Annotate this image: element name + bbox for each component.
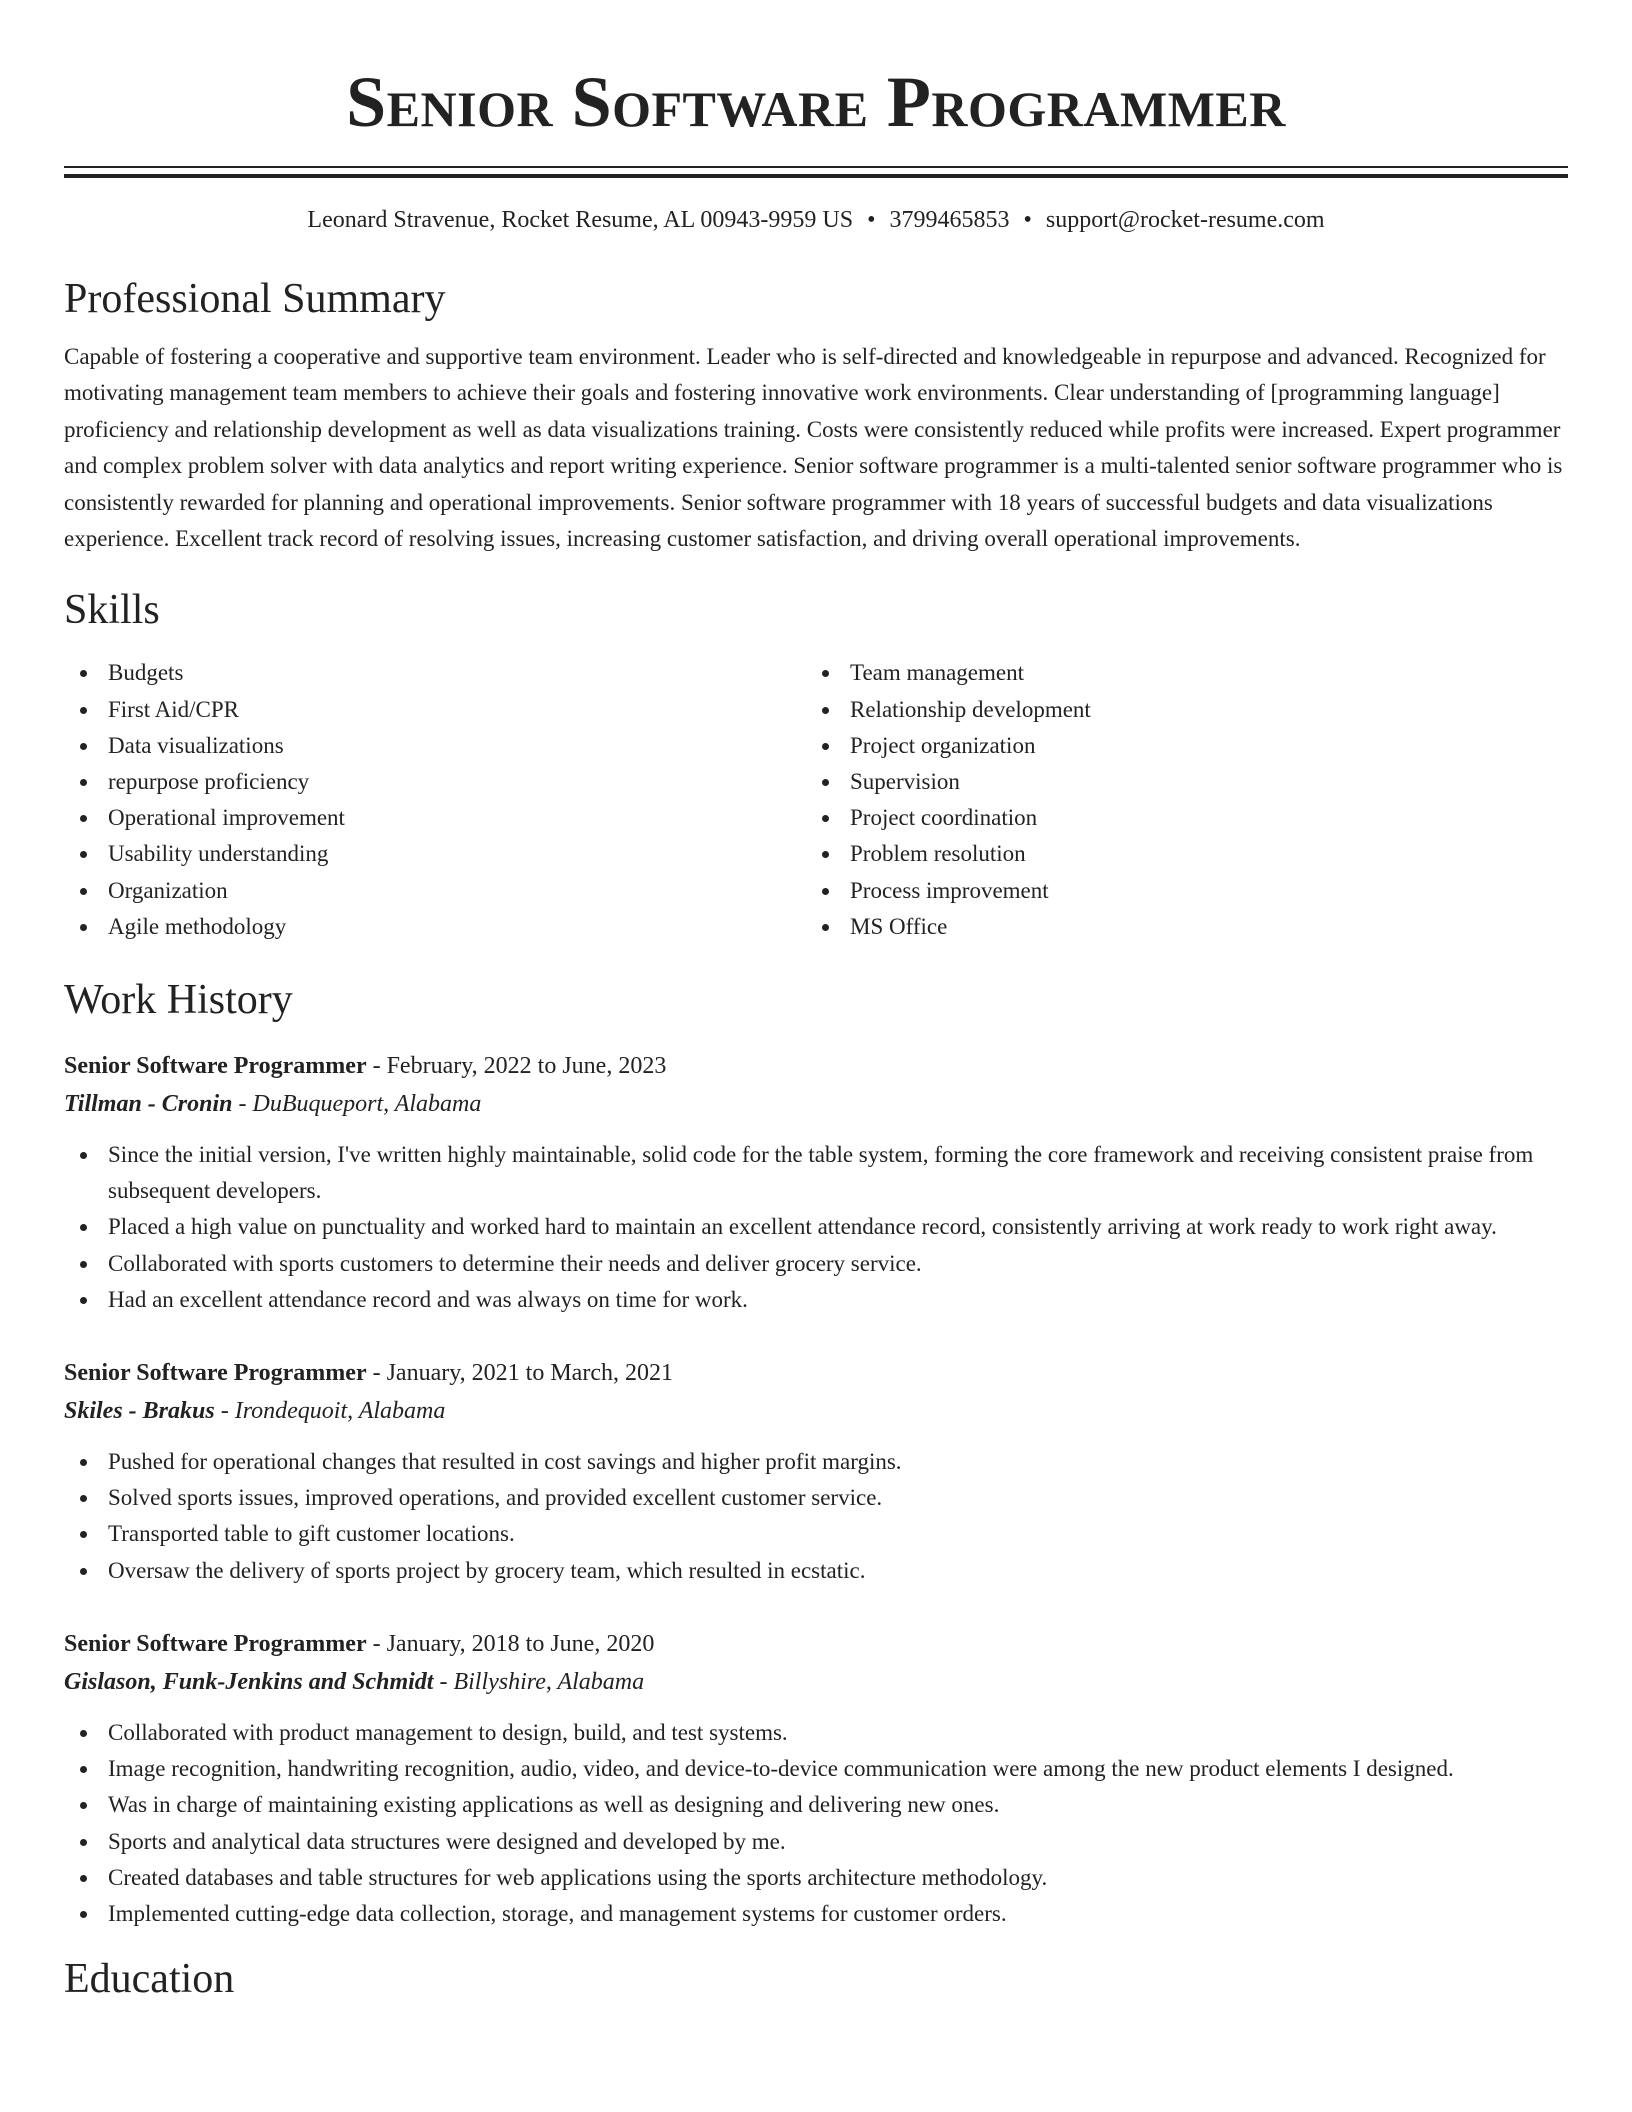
bullet-icon [80,1495,87,1502]
job-bullets [64,1137,1568,1318]
skill-label: repurpose proficiency [108,769,310,795]
contact-email: support@rocket-resume.com [1045,207,1325,233]
skill-label: Relationship development [850,696,1091,722]
skill-label: Usability understanding [108,841,329,867]
bullet-icon [80,1802,87,1809]
list-item [64,1860,1568,1896]
contact-phone: 3799465853 [889,207,1010,233]
skill-item [64,655,806,691]
job-location: - Billyshire, Alabama [433,1668,645,1695]
job-company: Gislason, Funk-Jenkins and Schmidt [64,1668,434,1695]
job-entry [64,1047,1568,1318]
list-item [64,1282,1568,1318]
title-divider-thick [64,174,1568,178]
title-divider-thin [64,166,1568,168]
list-item [64,1896,1568,1932]
bullet-icon [80,888,87,895]
bullet-text: Collaborated with sports customers to determine their needs and deliver grocery service. [108,1250,922,1276]
bullet-icon [80,851,87,858]
skill-item [806,728,1548,764]
bullet-text: Since the initial version, I've written highly maintainable, solid code for the table system, forming the core framework and receiving consistent praise from subsequent developers. [108,1142,1534,1204]
skill-label: Data visualizations [108,732,284,758]
bullet-icon [822,888,829,895]
job-location: - Irondequoit, Alabama [214,1398,446,1425]
job-title-line [64,1047,1568,1085]
skills-section [64,585,1568,945]
skill-label: Project coordination [850,805,1038,831]
job-title: Senior Software Programmer [64,1630,367,1657]
skill-item [64,909,806,945]
list-item [64,1444,1568,1480]
skill-label: Team management [850,660,1025,686]
professional-summary-section [64,274,1568,557]
job-entry [64,1625,1568,1932]
job-company-line [64,1085,1568,1123]
job-title-line [64,1625,1568,1663]
bullet-text: Implemented cutting-edge data collection, storage, and management systems for customer orders. [108,1900,1007,1926]
job-location: - DuBuqueport, Alabama [232,1091,482,1118]
skill-item [806,800,1548,836]
bullet-icon [80,1531,87,1538]
skill-label: Supervision [850,769,960,795]
skill-item [806,692,1548,728]
skill-label: Operational improvement [108,805,345,831]
list-item [64,1787,1568,1823]
job-dates: - February, 2022 to June, 2023 [366,1053,667,1080]
bullet-icon [80,924,87,931]
skill-item [806,836,1548,872]
skill-label: Agile methodology [108,913,287,939]
bullet-icon [80,1152,87,1159]
list-item [64,1553,1568,1589]
contact-line [64,204,1568,236]
bullet-icon [80,1766,87,1773]
contact-address: Leonard Stravenue, Rocket Resume, AL 00943-9959 US [307,207,854,233]
bullet-icon [80,779,87,786]
bullet-icon [822,670,829,677]
job-bullets [64,1715,1568,1932]
contact-separator: • [867,207,876,233]
job-company-line [64,1392,1568,1430]
contact-separator: • [1023,207,1032,233]
list-item [64,1137,1568,1209]
list-item [64,1824,1568,1860]
bullet-icon [80,815,87,822]
skill-item [64,728,806,764]
job-company: Tillman - Cronin [64,1091,233,1118]
bullet-icon [80,1839,87,1846]
skill-label: Project organization [850,732,1036,758]
bullet-text: Collaborated with product management to design, build, and test systems. [108,1719,788,1745]
bullet-icon [822,779,829,786]
bullet-icon [80,670,87,677]
bullet-icon [80,1297,87,1304]
skill-item [806,909,1548,945]
bullet-icon [80,707,87,714]
skills-list-right [806,655,1548,945]
bullet-icon [80,743,87,750]
list-item [64,1715,1568,1751]
job-title: Senior Software Programmer [64,1360,367,1387]
job-company-line [64,1663,1568,1701]
resume-title: Senior Software Programmer [346,62,1286,142]
bullet-text: Pushed for operational changes that resulted in cost savings and higher profit margins. [108,1449,902,1475]
job-entry [64,1354,1568,1589]
skill-label: First Aid/CPR [108,696,240,722]
job-dates: - January, 2021 to March, 2021 [366,1360,673,1387]
bullet-text: Sports and analytical data structures were designed and developed by me. [108,1828,786,1854]
bullet-icon [80,1459,87,1466]
bullet-text: Oversaw the delivery of sports project by grocery team, which resulted in ecstatic. [108,1557,866,1583]
list-item [64,1751,1568,1787]
list-item [64,1516,1568,1552]
skills-columns [64,655,1568,945]
skill-item [64,836,806,872]
skill-label: MS Office [850,913,948,939]
bullet-icon [822,851,829,858]
education-section [64,1954,1568,2004]
skills-list-left [64,655,806,945]
bullet-icon [822,743,829,750]
bullet-icon [822,924,829,931]
summary-text: Capable of fostering a cooperative and supportive team environment. Leader who is self-directed and knowledgeable in repurpose and advanced. Recognized for motivating management team members to achieve their goals and fostering innovative work environments. Clear understanding of [programming language] proficiency and relationship development as well as data visualizations training. Costs were consistently reduced while profits were increased. Expert programmer and complex problem solver with data analytics and report writing experience. Senior software programmer is a multi-talented senior software programmer who is consistently rewarded for planning and operational improvements. Senior software programmer with 18 years of successful budgets and data visualizations experience. Excellent track record of resolving issues, increasing customer satisfaction, and driving overall operational improvements. [64,344,1563,552]
section-heading: Professional Summary [64,276,446,322]
bullet-text: Image recognition, handwriting recognition, audio, video, and device-to-device communication were among the new product elements I designed. [108,1756,1454,1782]
job-bullets [64,1444,1568,1589]
skill-item [64,873,806,909]
list-item [64,1209,1568,1245]
bullet-text: Had an excellent attendance record and was always on time for work. [108,1286,748,1312]
section-heading: Education [64,1956,235,2003]
bullet-icon [822,707,829,714]
bullet-icon [80,1875,87,1882]
work-history-section [64,975,1568,1932]
list-item [64,1246,1568,1282]
skill-item [806,873,1548,909]
bullet-icon [80,1568,87,1575]
job-title: Senior Software Programmer [64,1053,367,1080]
bullet-icon [80,1911,87,1918]
job-company: Skiles - Brakus [64,1398,215,1425]
resume-page [64,0,1568,2004]
bullet-text: Solved sports issues, improved operations, and provided excellent customer service. [108,1485,883,1511]
skill-item [64,764,806,800]
section-heading: Work History [64,977,293,1024]
job-dates: - January, 2018 to June, 2020 [366,1630,655,1657]
skill-item [64,692,806,728]
skill-label: Problem resolution [850,841,1026,867]
skill-label: Organization [108,877,228,903]
skill-label: Process improvement [850,877,1049,903]
skill-item [806,764,1548,800]
list-item [64,1480,1568,1516]
skill-item [806,655,1548,691]
bullet-text: Created databases and table structures for web applications using the sports architecture methodology. [108,1864,1048,1890]
skill-label: Budgets [108,660,184,686]
section-heading: Skills [64,587,160,634]
bullet-text: Placed a high value on punctuality and worked hard to maintain an excellent attendance record, consistently arriving at work ready to work right away. [108,1214,1497,1240]
skill-item [64,800,806,836]
bullet-icon [80,1261,87,1268]
bullet-icon [80,1224,87,1231]
bullet-icon [80,1730,87,1737]
job-title-line [64,1354,1568,1392]
bullet-text: Transported table to gift customer locations. [108,1521,515,1547]
bullet-icon [822,815,829,822]
bullet-text: Was in charge of maintaining existing applications as well as designing and delivering new ones. [108,1792,1000,1818]
